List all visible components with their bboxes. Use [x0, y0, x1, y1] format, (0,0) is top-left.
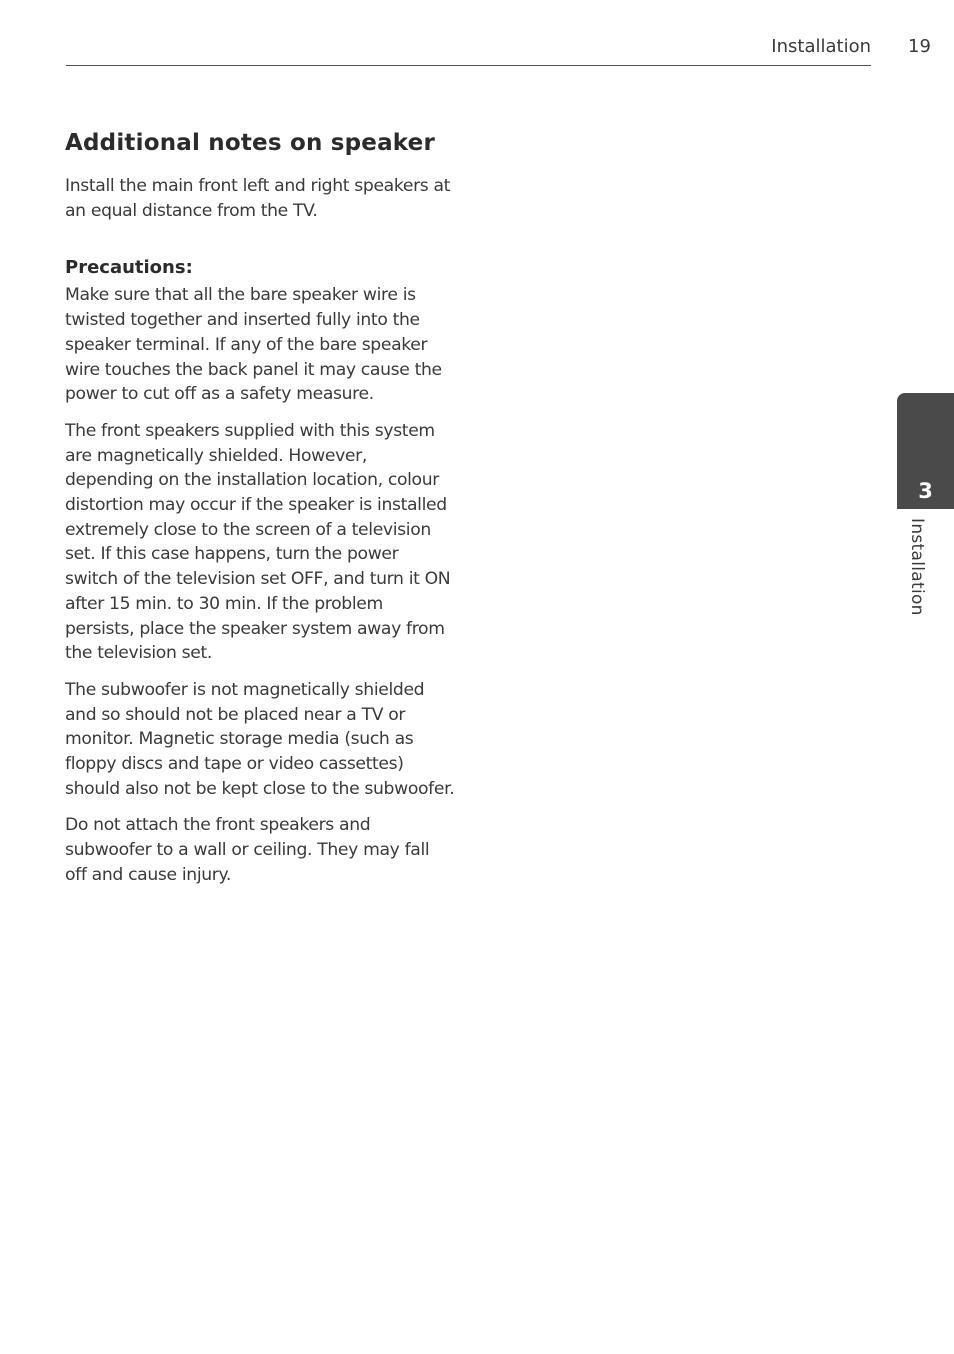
header-section-title: Installation [771, 36, 871, 57]
article [65, 130, 455, 900]
intro-paragraph: Install the main front left and right speakers at an equal distance from the TV. [65, 176, 451, 221]
precaution-paragraph-subwoofer: The subwoofer is not magnetically shielded and so should not be placed near a TV or monitor. Magnetic storage media (such as floppy discs and tape or video cassettes) should also not be kept close to the subwoofer. [65, 679, 455, 799]
precautions-heading: Precautions: [65, 257, 193, 279]
precaution-paragraph-wire: Make sure that all the bare speaker wire is twisted together and inserted fully into the speaker terminal. If any of the bare speaker wire touches the back panel it may cause the power to cut off as a safety measure. [65, 285, 442, 405]
chapter-label: Installation [907, 518, 927, 616]
precaution-paragraph-mounting: Do not attach the front speakers and subwoofer to a wall or ceiling. They may fall off and cause injury. [65, 815, 430, 885]
precaution-paragraph-shielding: The front speakers supplied with this system are magnetically shielded. However, depending on the installation location, colour distortion may occur if the speaker is installed extremely close to the screen of a television set. If this case happens, turn the power switch of the television set OFF, and turn it ON after 15 min. to 30 min. If the problem persists, place the speaker system away from the television set. [65, 420, 451, 664]
chapter-number: 3 [918, 479, 933, 503]
article-title: Additional notes on speaker [65, 130, 436, 156]
chapter-tab [897, 393, 954, 509]
page-number: 19 [908, 36, 931, 57]
page-header [66, 0, 871, 66]
